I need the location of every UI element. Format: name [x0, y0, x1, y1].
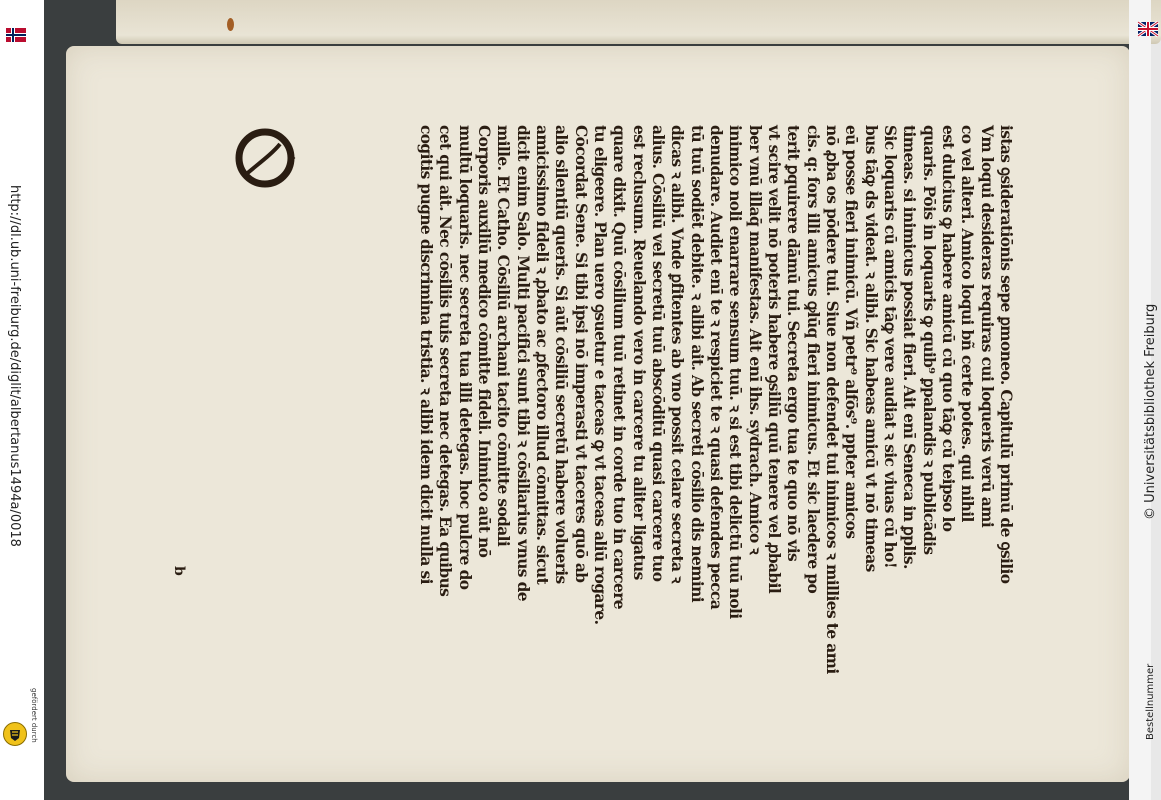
- text-line: Cōcordat Sene. Si tibi ipsi nō imperasti vt taceres quō ab: [571, 125, 590, 583]
- text-line: Corporis auxiliū medico cōmitte fideli. Inimico aūt nō: [475, 125, 494, 558]
- text-line: mille. Et Catho. Cōsiliū archani tacito cōmitte sodali: [494, 125, 513, 547]
- text-line: nō ꝓba os pōdere tui. Siue non defendet tui inimicos ꝛ millies te ami: [823, 125, 842, 674]
- text-line: est dulcius ꝙ habere amicū cū quo tāꝙ cū teipso lo: [939, 125, 958, 532]
- text-line: alius. Cōsiliū vel secretū tuū abscōditū quasi carcere tuo: [649, 125, 668, 582]
- text-line: cis. q: fors illi amicus ꝙlūq fieri inimicus. Et sic laedere po: [803, 125, 822, 594]
- right-sidebar: [1129, 0, 1158, 800]
- text-line: quare dixit. Quū cōsilium tuū retinet in corde tuo in carcere: [610, 125, 629, 609]
- sponsor-label: gefördert durch: [30, 688, 38, 743]
- signature-mark: b: [171, 566, 187, 576]
- ink-stain: [227, 18, 234, 31]
- left-sidebar: [0, 0, 44, 800]
- text-line: bus tāꝙ ds videat. ꝛ alibi. Sic habeas amicū vt nō timeas: [861, 125, 880, 572]
- text-line: cet qui ait. Nec cōsiliis tuis secreta nec detegas. Ea quibus: [436, 125, 455, 597]
- order-number-label: Bestellnummer: [1145, 663, 1156, 740]
- text-line: dicas ꝛ alibi. Vnde ꝑfitentes ab vno possit celare secreta ꝛ: [668, 125, 687, 583]
- text-line: quaris. Pōis in loquaris ꝙ quib⁹ ꝑpalandis ꝛ publicādis: [919, 125, 938, 555]
- text-line: ber vnū illaq̄ manifestas. Ait enī ihs. sydrach. Amico ꝛ: [745, 125, 764, 555]
- text-line: Vm loqui desideras requiras cui loqueris verū ami: [977, 125, 996, 528]
- uk-flag-icon[interactable]: [1138, 22, 1158, 36]
- printed-text-block: [205, 125, 1017, 745]
- text-line: alio silentiū queris. Si aūt cōsiliū secretū habere volueris: [552, 125, 571, 584]
- page-url[interactable]: http://dl.ub.uni-freiburg.de/diglit/albertanus1494a/0018: [7, 185, 22, 547]
- text-line: amicissimo fideli ꝛ ꝓbato ac ꝓfectoro illud cōmittas. sicut: [533, 125, 552, 585]
- chapter-heading: [1, 1, 16, 2]
- text-line: vt scire velit nō poteris habere ꝯsiliū quū tenere vel ꝓbabil: [765, 125, 784, 594]
- previous-page-edge: [116, 0, 1161, 44]
- text-line: cogitis pugne discrimina tristia. ꝛ alibi idem dicit nulla si: [417, 125, 436, 584]
- text-line: terit ꝑquirere dāmū tui. Secreta ergo tua te quo nō vis: [784, 125, 803, 562]
- text-line: tu eligeere. Plan uero ꝯsuetur e taceas ꝙ vt taceas aliū rogare.: [591, 125, 610, 625]
- text-line: est reclusum. Reuelando vero in carcere tu aliter ligatus: [629, 125, 648, 580]
- rights-notice: © Universitätsbibliothek Freiburg: [1143, 303, 1158, 520]
- text-line: co vel alteri. Amico loqui bñ certe potes. qui nihil: [958, 125, 977, 522]
- text-line: dicit enim Salo. Multi pacifici sunt tibi ꝛ cōsiliarius vnus de: [513, 125, 532, 601]
- bw-seal-logo-icon: [3, 722, 27, 746]
- text-line: eū posse fieri inimicū. Vñ petr⁹ alfōs⁹. ppter amicos: [842, 125, 861, 539]
- text-line: istas ꝯsideratiōnis sepe ꝑmoneo. Capitulū primū de ꝯsilio: [997, 125, 1015, 584]
- norway-flag-icon[interactable]: [6, 28, 26, 42]
- text-lines: [416, 125, 1015, 674]
- text-line: multū loquaris. nec secreta tua illi detegas. hoc pulcre do: [455, 125, 474, 590]
- text-line: Sic loquaris cū amicis tāꝙ vere audiat ꝛ sic viuas cū ho!: [881, 125, 900, 568]
- text-line: inimico noli enarrare sensum tuū. ꝛ si est tibi delictū tuū noli: [726, 125, 745, 619]
- text-line: tū tuū sodiēt debite. ꝛ alibi ait. Ab secreti cōsilio dis nemini: [687, 125, 706, 602]
- text-line: timeas. si inimicus possiat fieri. Ait enī Seneca in ꝑplis.: [900, 125, 919, 569]
- text-line: denudare. Audiet enī te ꝛ respiciet te ꝛ quasi defendes pecca: [707, 125, 726, 610]
